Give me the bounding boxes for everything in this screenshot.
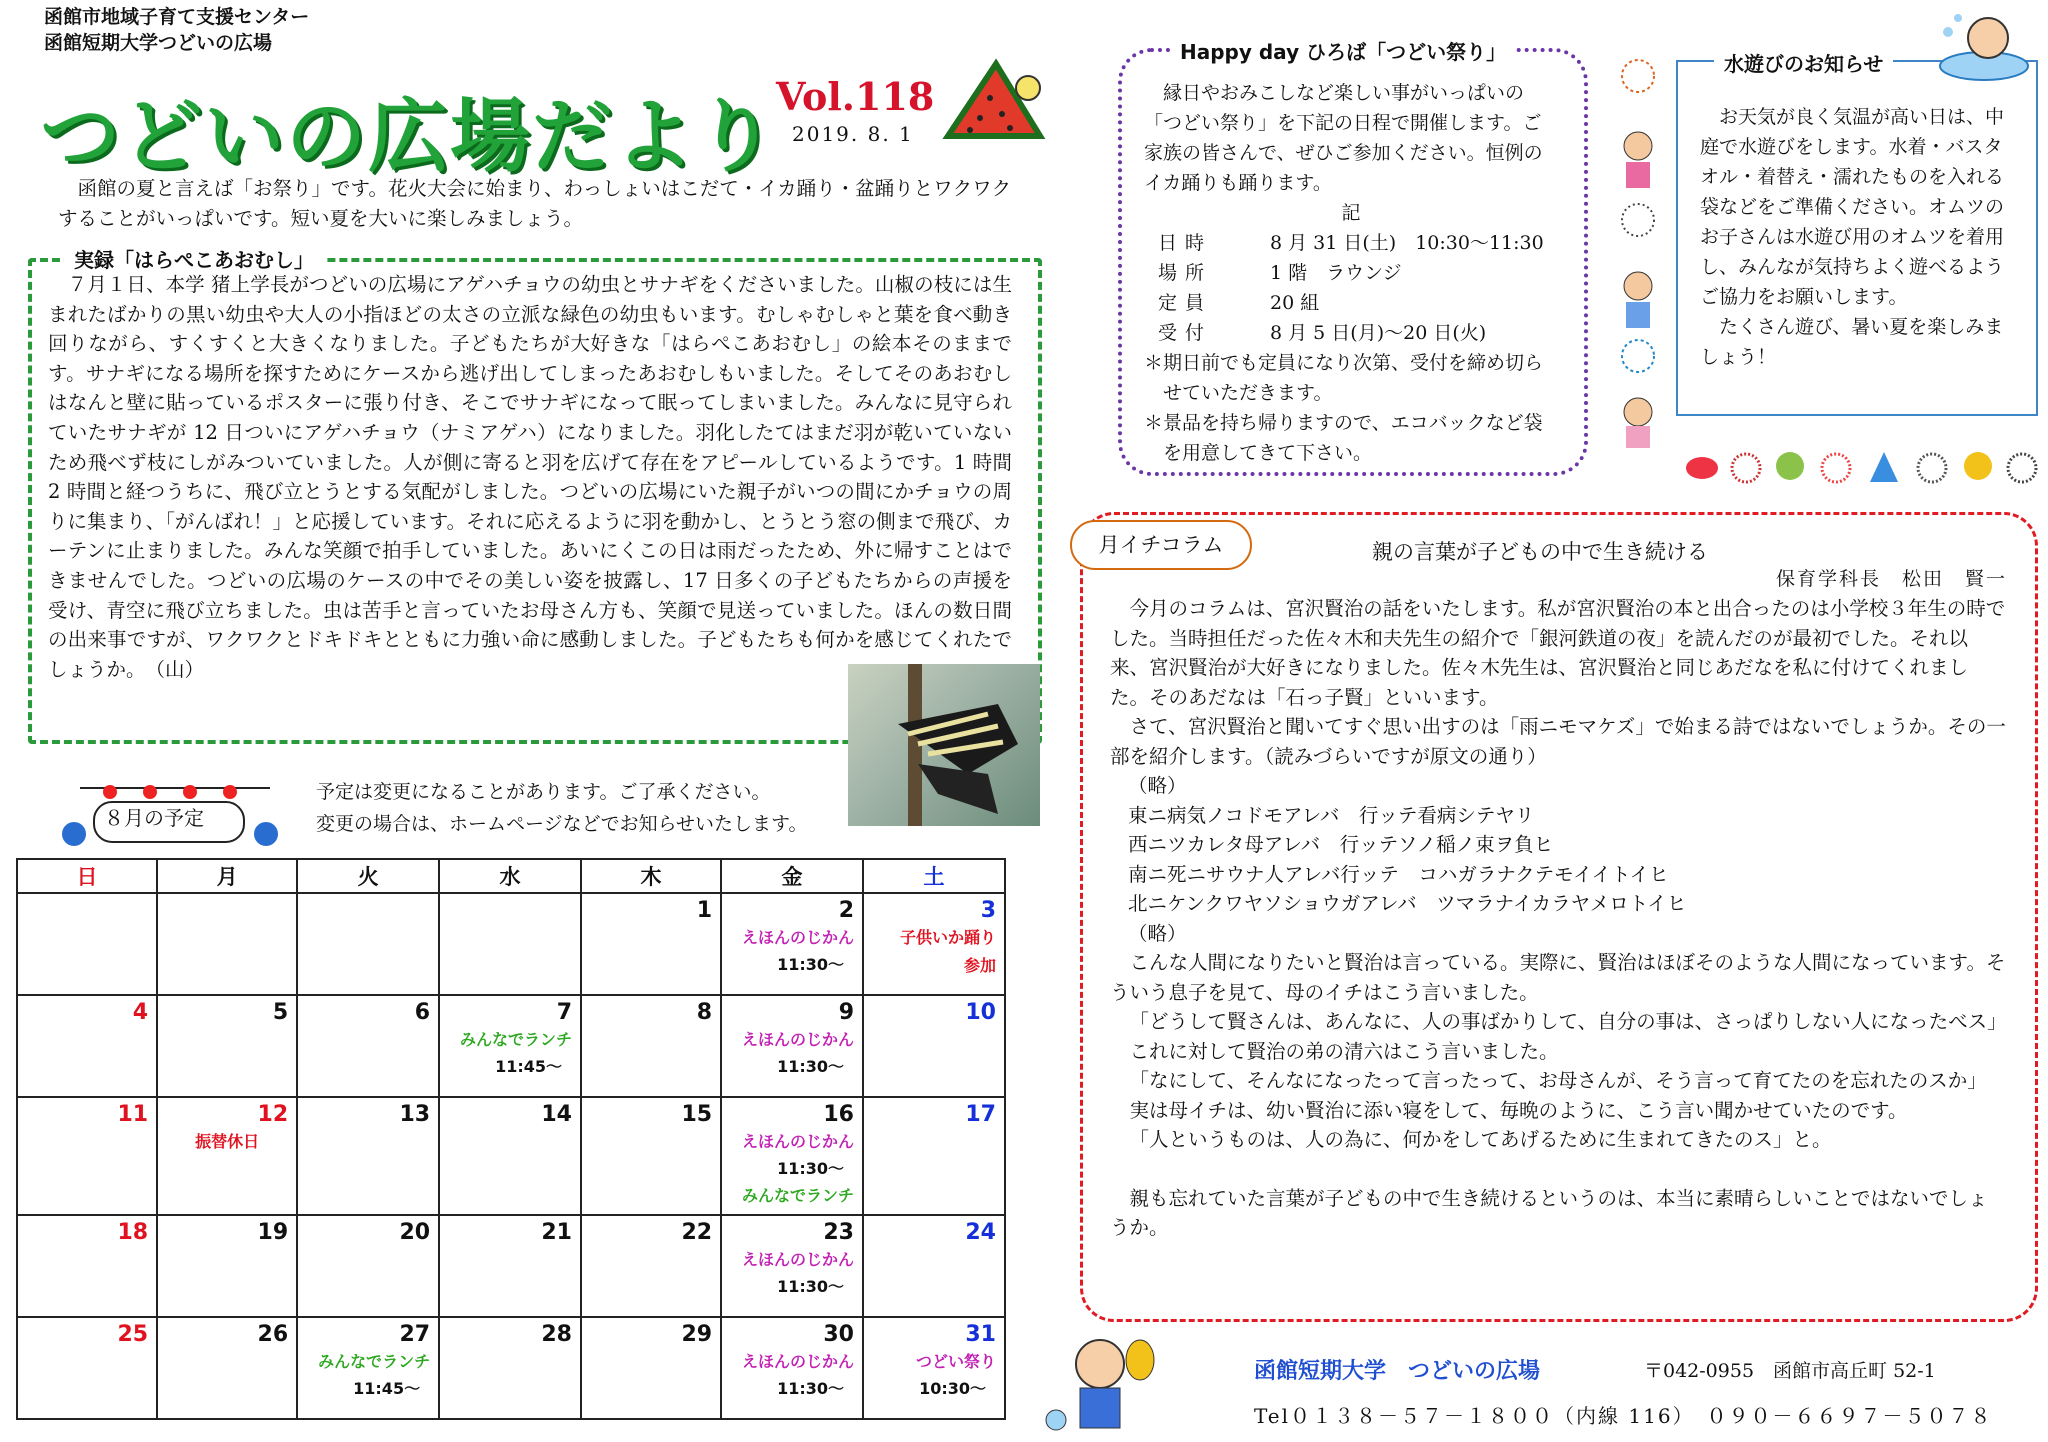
calendar-event: 11:30～ bbox=[777, 1057, 844, 1076]
column-p9: 親も忘れていた言葉が子どもの中で生き続けるというのは、本当に素晴らしいことではないでしょうか。 bbox=[1110, 1186, 1988, 1239]
calendar-day-number: 21 bbox=[541, 1220, 572, 1245]
happy-day-detail-row bbox=[1144, 288, 1558, 318]
column-p8: 「人というものは、人の為に、何かをしてあげるために生まれてきたのス」と。 bbox=[1129, 1128, 1832, 1151]
calendar-event: 11:45～ bbox=[495, 1057, 562, 1076]
calendar-week-row bbox=[17, 893, 1005, 995]
happy-day-detail-row bbox=[1144, 258, 1558, 288]
calendar-day-cell bbox=[439, 1215, 581, 1317]
column-p7: 実は母イチは、幼い賢治に添い寝をして、毎晩のように、こう言い聞かせていたのです。 bbox=[1129, 1098, 1908, 1122]
happy-day-detail-row bbox=[1144, 318, 1558, 348]
calendar-weekday: 木 bbox=[581, 859, 721, 893]
calendar-day-number: 16 bbox=[823, 1102, 854, 1127]
calendar-event: みんなでランチ bbox=[318, 1352, 431, 1371]
calendar-event: 振替休日 bbox=[195, 1132, 260, 1151]
calendar-weekday: 水 bbox=[439, 859, 581, 893]
calendar-day-cell bbox=[863, 1215, 1005, 1317]
story-text: ７月１日、本学 猪上学長がつどいの広場にアゲハチョウの幼虫とサナギをくださいました。山椒の枝には生まれたばかりの黒い幼虫や大人の小指ほどの太さの立派な緑色の幼虫もいます。むしゃむしゃと葉を食べ動き回りながら、すくすくと大きくなりました。子どもたちが大好きな「はらぺこあおむし」の絵本そのままです。サナギになる場所を探すためにケースから逃げ出してしまったあおむしもいました。そしてそのあおむしはなんと壁に貼っているポスターに張り付き、そこでサナギになって眠ってしまいました。みんなに見守られていたサナギが 12 日ついにアゲハチョウ（ナミアゲハ）になりました。羽化したてはまだ羽が乾いていないため飛べず枝にしがみついていました。人が側に寄ると羽を広げて存在をアピールしているようです。1 時間 2 時間と経つうちに、飛び立とうとする気配がしました。つどいの広場にいた親子がいつの間にかチョウの周りに集まり、「がんばれ！」と応援しています。それに応えるように羽を動かし、とうとう窓の側まで飛び、カーテンに止まりました。みんな笑顔で拍手していました。あいにくこの日は雨だったため、外に帰すことはできませんでした。つどいの広場のケースの中でその美しい姿を披露し、17 日多くの子どもたちからの声援を受け、青空に飛び立ちました。虫は苦手と言っていたお母さん方も、笑顔で見送っていました。ほんの数日間の出来事ですが、ワクワクとドキドキとともに力強い命に感動しました。子どもたちも何かを感じてくれたでしょうか。 （山） bbox=[48, 273, 1012, 681]
footer-tel: Tel０１３８－５７－１８００（内線 116） ０９０－６６９７－５０７８ bbox=[1254, 1404, 1993, 1428]
calendar-event: 子供いか踊り bbox=[899, 928, 996, 947]
column-title: 親の言葉が子どもの中で生き続ける bbox=[1372, 540, 1708, 564]
column-p2: さて、宮沢賢治と聞いてすぐ思い出すのは「雨ニモマケズ」で始まる詩ではないでしょうか。その一部を紹介します。（読みづらいですが原文の通り） bbox=[1110, 715, 2006, 768]
happy-day-detail-value: 1 階 ラウンジ bbox=[1270, 262, 1402, 284]
happy-day-intro: 縁日やおみこしなど楽しい事がいっぱいの「つどい祭り」を下記の日程で開催します。ご家族の皆さんで、ぜひご参加ください。恒例のイカ踊りも踊ります。 bbox=[1144, 82, 1543, 194]
calendar-day-number: 4 bbox=[132, 1000, 149, 1025]
calendar-day-cell bbox=[157, 893, 297, 995]
calendar-day-cell bbox=[581, 1215, 721, 1317]
happy-day-content bbox=[1144, 78, 1558, 468]
poem-line: 西ニツカレタ母アレバ 行ッテソノ稲ノ束ヲ負ヒ bbox=[1128, 833, 1554, 856]
calendar-week-row bbox=[17, 1215, 1005, 1317]
calendar-day-number: 22 bbox=[681, 1220, 713, 1245]
calendar-day-number: 27 bbox=[399, 1322, 431, 1347]
calendar-weekday: 火 bbox=[297, 859, 439, 893]
column-ryaku-1: （略） bbox=[1128, 774, 1187, 797]
calendar-day-number: 9 bbox=[838, 1000, 854, 1025]
calendar-event: 11:30～ bbox=[777, 1159, 844, 1178]
calendar-day-cell bbox=[439, 995, 581, 1097]
calendar-event: 11:45～ bbox=[353, 1379, 421, 1398]
calendar-day-number: 14 bbox=[541, 1102, 572, 1127]
calendar-weekday: 月 bbox=[157, 859, 297, 893]
water-play-p2: たくさん遊び、暑い夏を楽しみましょう！ bbox=[1700, 316, 2004, 368]
column-p3: こんな人間になりたいと賢治は言っている。実際に、賢治はほぼそのような人間になっています。そういう息子を見て、母のイチはこう言いました。 bbox=[1110, 951, 2006, 1004]
column-p5: これに対して賢治の弟の清六はこう言いました。 bbox=[1129, 1039, 1559, 1063]
calendar-event: 11:30～ bbox=[777, 1379, 844, 1398]
happy-day-detail-value: 8 月 31 日(土) 10:30～11:30 bbox=[1270, 232, 1544, 254]
calendar-event: 11:30～ bbox=[777, 955, 844, 974]
calendar-event: 参加 bbox=[963, 956, 996, 975]
happy-day-detail-label: 定員 bbox=[1158, 292, 1213, 314]
calendar-day-cell bbox=[297, 1097, 439, 1215]
schedule-note-1: 予定は変更になることがあります。ご了承ください。 bbox=[316, 781, 771, 803]
calendar-day-number: 15 bbox=[681, 1102, 713, 1127]
calendar-event: 11:30～ bbox=[777, 1277, 844, 1296]
happy-day-detail-label: 場所 bbox=[1158, 262, 1213, 284]
calendar-day-number: 2 bbox=[838, 898, 854, 923]
calendar-day-cell bbox=[721, 1317, 863, 1419]
calendar-day-number: 18 bbox=[117, 1220, 149, 1245]
volume-number: Vol.118 bbox=[776, 74, 935, 119]
calendar-day-number: 5 bbox=[272, 1000, 289, 1025]
calendar-week-row bbox=[17, 995, 1005, 1097]
issue-date: 2019. 8. 1 bbox=[792, 122, 914, 146]
calendar-day-number: 23 bbox=[823, 1220, 854, 1245]
calendar-day-cell bbox=[17, 1097, 157, 1215]
poem-line: 北ニケンクワヤソショウガアレバ ツマラナイカラヤメロトイヒ bbox=[1128, 892, 1687, 915]
happy-day-title: Happy day ひろば「つどい祭り」 bbox=[1170, 36, 1516, 65]
water-play-text bbox=[1700, 102, 2020, 372]
happy-day-ki: 記 bbox=[1341, 202, 1361, 224]
calendar-day-number: 11 bbox=[117, 1102, 149, 1127]
calendar-day-cell bbox=[863, 995, 1005, 1097]
calendar-day-cell bbox=[297, 1317, 439, 1419]
calendar-event: えほんのじかん bbox=[741, 1132, 854, 1151]
calendar-day-cell bbox=[157, 1317, 297, 1419]
calendar-table bbox=[16, 858, 1006, 1420]
calendar-day-cell bbox=[439, 893, 581, 995]
calendar-day-cell bbox=[439, 1317, 581, 1419]
poem-line: 東ニ病気ノコドモアレバ 行ッテ看病シテヤリ bbox=[1128, 803, 1535, 827]
column-ryaku-2: （略） bbox=[1128, 921, 1187, 945]
happy-day-note-1: ＊期日前でも定員になり次第、受付を締め切らせていただきます。 bbox=[1144, 352, 1544, 404]
calendar-day-number: 10 bbox=[965, 1000, 996, 1025]
calendar-day-cell bbox=[297, 1215, 439, 1317]
calendar-day-number: 24 bbox=[965, 1220, 996, 1245]
schedule-title: ８月の予定 bbox=[104, 806, 204, 830]
calendar-day-cell bbox=[721, 1097, 863, 1215]
calendar-day-cell bbox=[297, 893, 439, 995]
calendar-weekday: 金 bbox=[721, 859, 863, 893]
calendar-day-number: 31 bbox=[965, 1322, 996, 1347]
org-line-2: 函館短期大学つどいの広場 bbox=[44, 32, 273, 54]
calendar-day-number: 12 bbox=[257, 1102, 289, 1127]
calendar-day-number: 30 bbox=[823, 1322, 854, 1347]
watermelon-icon bbox=[940, 58, 1050, 148]
calendar-day-cell bbox=[157, 1097, 297, 1215]
calendar-day-cell bbox=[17, 893, 157, 995]
calendar-event: 10:30～ bbox=[919, 1379, 986, 1398]
calendar-day-cell bbox=[863, 1097, 1005, 1215]
calendar-day-number: 19 bbox=[257, 1220, 289, 1245]
happy-day-detail-row bbox=[1144, 228, 1558, 258]
calendar-day-cell bbox=[863, 1317, 1005, 1419]
calendar-day-cell bbox=[439, 1097, 581, 1215]
column-p6: 「なにして、そんなになったって言ったって、お母さんが、そう言って育てたのを忘れたのスか」 bbox=[1129, 1069, 1987, 1092]
fireworks-kids-decoration bbox=[1608, 50, 1668, 450]
happy-day-detail-label: 日時 bbox=[1158, 232, 1213, 254]
column-p1: 今月のコラムは、宮沢賢治の話をいたします。私が宮沢賢治の本と出合ったのは小学校３年生の時でした。当時担任だった佐々木和夫先生の紹介で「銀河鉄道の夜」を読んだのが最初でした。それ以来、宮沢賢治が大好きになりました。佐々木先生は、宮沢賢治と同じあだなを私に付けてくれました。そのあだなは「石っ子賢」といいます。 bbox=[1110, 597, 2006, 709]
water-play-title: 水遊びのお知らせ bbox=[1714, 48, 1893, 77]
calendar-event: えほんのじかん bbox=[741, 1352, 854, 1371]
calendar-day-number: 28 bbox=[541, 1322, 572, 1347]
column-text bbox=[1110, 594, 2006, 1243]
calendar-day-cell bbox=[721, 1215, 863, 1317]
calendar-day-number: 3 bbox=[980, 898, 996, 923]
happy-day-detail-value: 20 組 bbox=[1270, 292, 1320, 314]
calendar-day-number: 29 bbox=[681, 1322, 713, 1347]
intro-paragraph: 函館の夏と言えば「お祭り」です。花火大会に始まり、わっしょいはこだて・イカ踊り・盆踊りとワクワクすることがいっぱいです。短い夏を大いに楽しみましょう。 bbox=[58, 177, 1012, 230]
calendar-event: つどい祭り bbox=[915, 1352, 996, 1371]
calendar-day-cell bbox=[297, 995, 439, 1097]
happy-day-note-2: ＊景品を持ち帰りますので、エコバックなど袋を用意してきて下さい。 bbox=[1144, 412, 1543, 464]
happy-day-detail-label: 受付 bbox=[1158, 322, 1213, 344]
calendar-day-cell bbox=[17, 1215, 157, 1317]
calendar-day-number: 17 bbox=[965, 1102, 996, 1127]
calendar-weekday: 日 bbox=[17, 859, 157, 893]
festival-mascot-icon bbox=[1040, 1330, 1160, 1440]
calendar-day-number: 8 bbox=[696, 1000, 713, 1025]
calendar-event: えほんのじかん bbox=[741, 928, 854, 947]
happy-day-detail-value: 8 月 5 日(月)～20 日(火) bbox=[1270, 322, 1487, 344]
calendar-day-number: 7 bbox=[556, 1000, 572, 1025]
calendar-day-number: 1 bbox=[696, 898, 713, 923]
column-author: 保育学科長 松田 賢一 bbox=[1776, 568, 2008, 590]
schedule-note bbox=[316, 776, 808, 840]
calendar-event: みんなでランチ bbox=[741, 1186, 854, 1205]
calendar-day-cell bbox=[581, 893, 721, 995]
calendar-day-cell bbox=[581, 995, 721, 1097]
baby-bath-icon bbox=[1932, 4, 2032, 84]
butterfly-photo bbox=[848, 664, 1040, 826]
calendar-day-cell bbox=[721, 893, 863, 995]
footer-address: 〒042-0955 函館市高丘町 52-1 bbox=[1644, 1360, 1936, 1382]
calendar-event: みんなでランチ bbox=[459, 1030, 572, 1049]
calendar-day-cell bbox=[863, 893, 1005, 995]
calendar-day-cell bbox=[157, 995, 297, 1097]
calendar-day-cell bbox=[17, 1317, 157, 1419]
calendar-day-cell bbox=[157, 1215, 297, 1317]
festival-icons-row bbox=[1680, 444, 2040, 490]
calendar-week-row bbox=[17, 1317, 1005, 1419]
calendar-day-number: 26 bbox=[257, 1322, 289, 1347]
calendar-event: えほんのじかん bbox=[741, 1250, 854, 1269]
calendar-day-cell bbox=[581, 1317, 721, 1419]
calendar-day-number: 20 bbox=[399, 1220, 431, 1245]
calendar-day-cell bbox=[581, 1097, 721, 1215]
calendar-week-row bbox=[17, 1097, 1005, 1215]
schedule-note-2: 変更の場合は、ホームページなどでお知らせいたします。 bbox=[316, 813, 808, 835]
calendar-day-cell bbox=[721, 995, 863, 1097]
org-line-1: 函館市地域子育て支援センター bbox=[44, 6, 310, 28]
newsletter-title: つどいの広場だより bbox=[40, 90, 778, 183]
calendar-day-number: 25 bbox=[117, 1322, 149, 1347]
calendar-weekday: 土 bbox=[863, 859, 1005, 893]
water-play-p1: お天気が良く気温が高い日は、中庭で水遊びをします。水着・バスタオル・着替え・濡れたものを入れる袋などをご準備ください。オムツのお子さんは水遊び用のオムツを着用し、みんなが気持ちよく遊べるようご協力をお願いします。 bbox=[1700, 106, 2005, 308]
column-tab: 月イチコラム bbox=[1070, 520, 1252, 570]
calendar-day-cell bbox=[17, 995, 157, 1097]
calendar-day-number: 6 bbox=[414, 1000, 431, 1025]
poem-line: 南ニ死ニサウナ人アレバ行ッテ コハガラナクテモイイトイヒ bbox=[1128, 862, 1669, 886]
column-p4: 「どうして賢さんは、あんなに、人の事ばかりして、自分の事は、さっぱりしない人になったべス」 bbox=[1129, 1010, 2007, 1033]
calendar-event: えほんのじかん bbox=[741, 1030, 854, 1049]
footer-name: 函館短期大学 つどいの広場 bbox=[1254, 1359, 1541, 1384]
story-title: 実録「はらぺこあおむし」 bbox=[64, 244, 324, 273]
calendar-day-number: 13 bbox=[399, 1102, 431, 1127]
